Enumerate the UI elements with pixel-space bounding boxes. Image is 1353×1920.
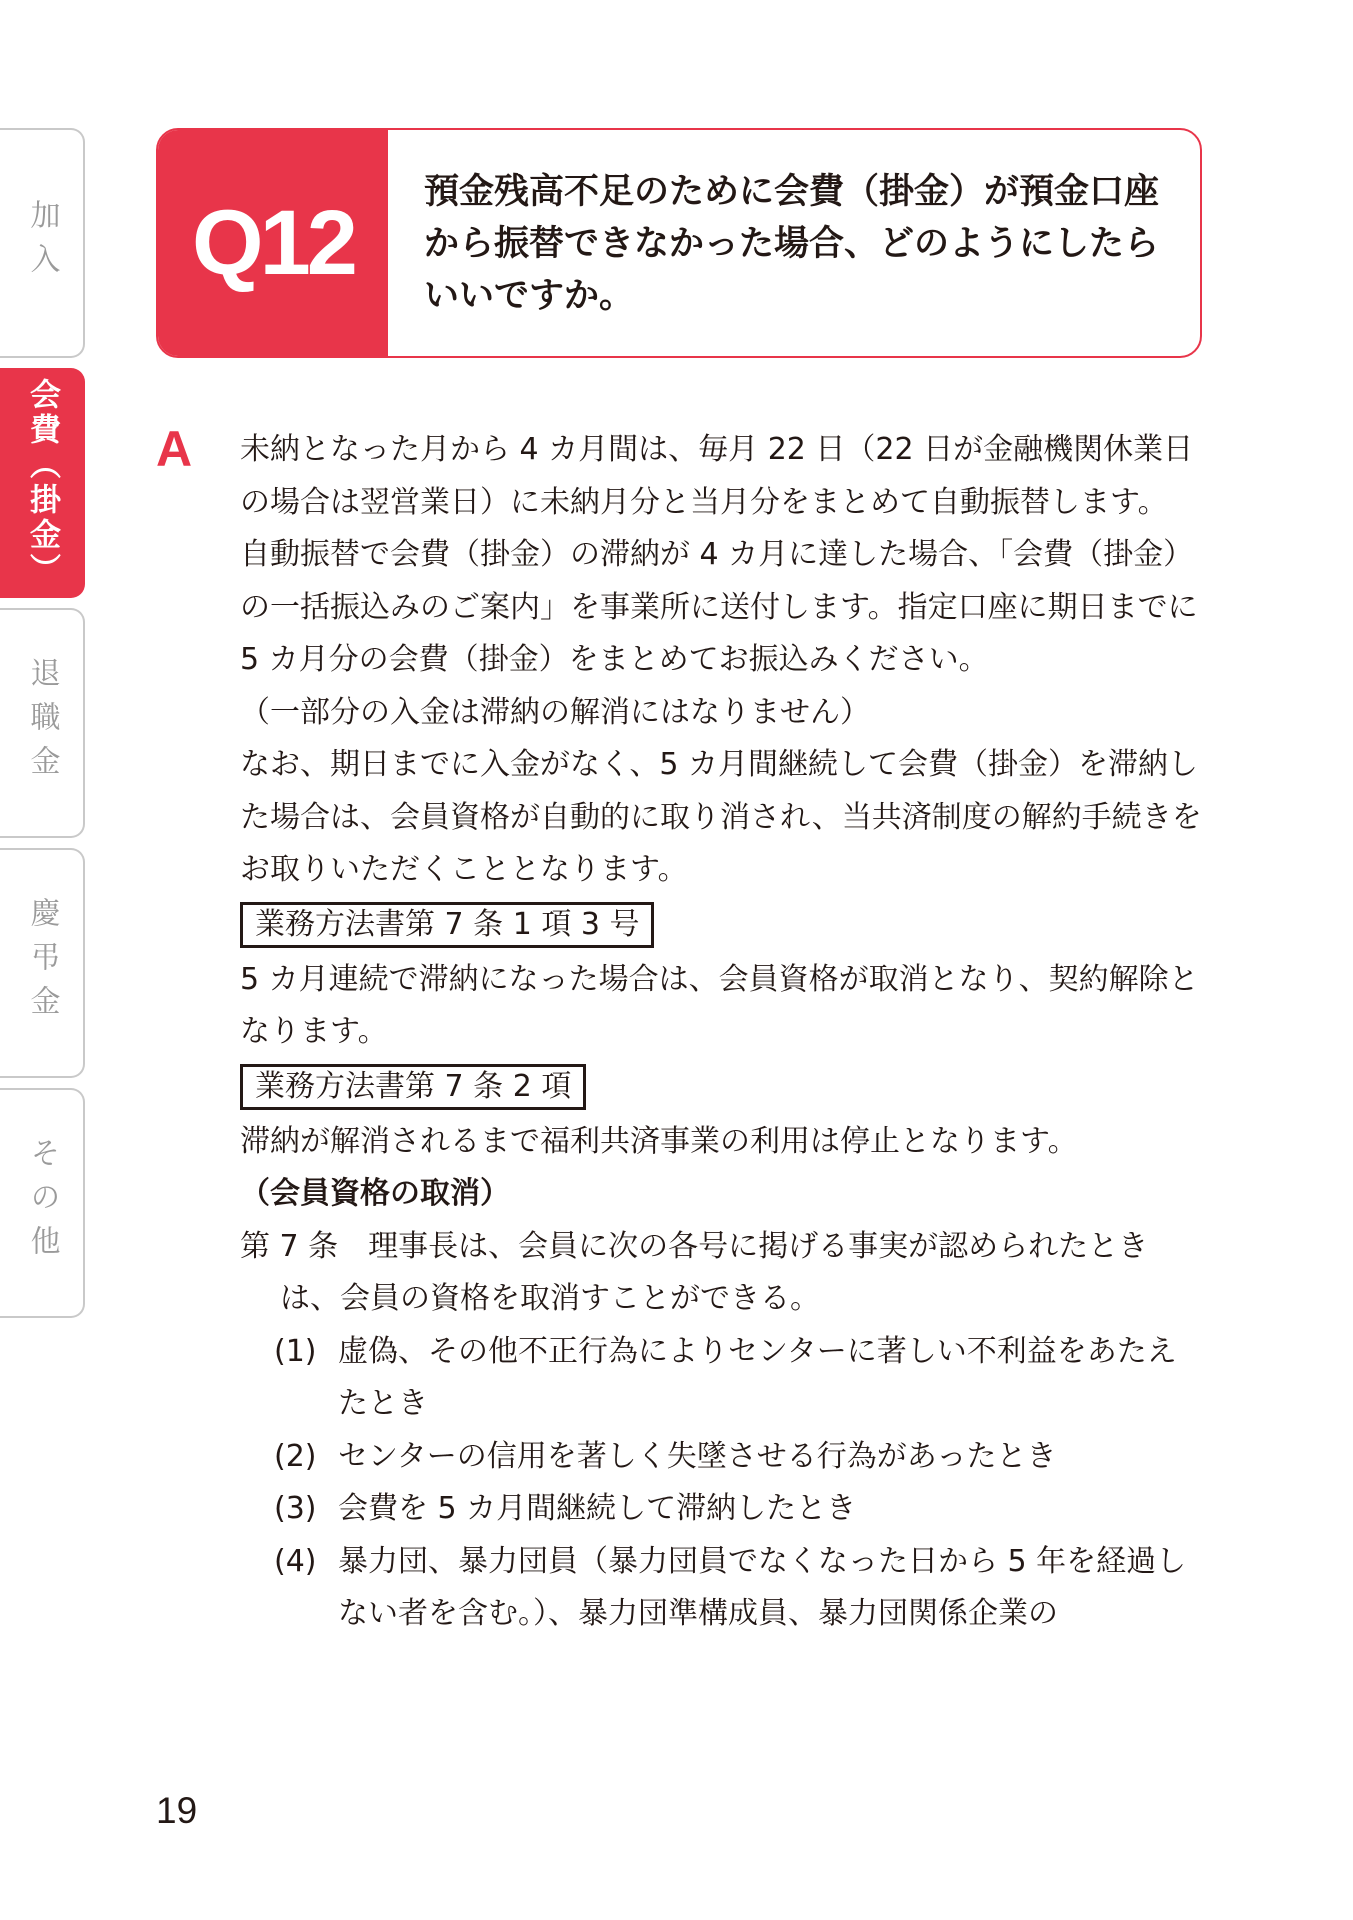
question-box — [156, 128, 1202, 358]
page-number: 19 — [156, 1790, 198, 1831]
tab-keichokin[interactable] — [0, 848, 85, 1078]
answer-paragraph: 未納となった月から 4 カ月間は、毎月 22 日（22 日が金融機関休業日の場合は翌営業日）に未納月分と当月分をまとめて自動振替します。 — [240, 432, 1194, 520]
tab-label: 会費（掛金） — [24, 378, 60, 588]
list-item-number: (2) — [274, 1438, 317, 1474]
answer-body — [240, 424, 1202, 1641]
list-item-number: (3) — [274, 1491, 317, 1526]
list-item-text: 虚偽、その他不正行為によりセンターに著しい不利益をあたえたとき — [338, 1333, 1177, 1421]
tab-label: 退職金 — [24, 657, 60, 789]
article-text: 第 7 条 理事長は、会員に次の各号に掲げる事実が認められたときは、会員の資格を取消すことができる。 — [240, 1228, 1149, 1316]
list-item — [240, 1536, 1202, 1641]
article-subheading: （会員資格の取消） — [240, 1176, 510, 1211]
tab-kaihi-active[interactable] — [0, 368, 85, 598]
list-item-text: 会費を 5 カ月間継続して滞納したとき — [338, 1491, 857, 1526]
list-item — [240, 1483, 1202, 1536]
answer-paragraph: 自動振替で会費（掛金）の滞納が 4 カ月に達した場合、「会費（掛金）の一括振込みのご案内」を事業所に送付します。指定口座に期日までに 5 カ月分の会費（掛金）をまとめてお振込みください。 — [240, 537, 1198, 677]
question-text: 預金残高不足のために会費（掛金）が預金口座から振替できなかった場合、どのようにしたらいいですか。 — [424, 172, 1160, 316]
question-number: Q12 — [158, 130, 388, 356]
tab-label: その他 — [24, 1137, 60, 1269]
regulation-text: 5 カ月連続で滞納になった場合は、会員資格が取消となり、契約解除となります。 — [240, 961, 1199, 1049]
list-item — [240, 1326, 1202, 1431]
list-item-text: センターの信用を著しく失墜させる行為があったとき — [338, 1438, 1057, 1474]
answer-paragraph: なお、期日までに入金がなく、5 カ月間継続して会費（掛金）を滞納した場合は、会員資格が自動的に取り消され、当共済制度の解約手続きをお取りいただくこととなります。 — [240, 747, 1202, 887]
regulation-text: 滞納が解消されるまで福利共済事業の利用は停止となります。 — [240, 1123, 1078, 1159]
regulation-reference: 業務方法書第 7 条 2 項 — [240, 1064, 586, 1110]
answer-paragraph: （一部分の入金は滞納の解消にはなりません） — [240, 694, 870, 730]
regulation-reference: 業務方法書第 7 条 1 項 3 号 — [240, 902, 654, 948]
list-item-number: (4) — [274, 1543, 317, 1579]
answer-mark: A — [156, 421, 193, 477]
tab-label: 慶弔金 — [24, 897, 60, 1029]
list-item — [240, 1431, 1202, 1484]
tab-sonota[interactable] — [0, 1088, 85, 1318]
list-item-text: 暴力団、暴力団員（暴力団員でなくなった日から 5 年を経過しない者を含む。）、暴力団準構成員、暴力団関係企業の — [338, 1543, 1187, 1631]
tab-kanyu[interactable] — [0, 128, 85, 358]
tab-taishokukin[interactable] — [0, 608, 85, 838]
tab-label: 加入 — [24, 199, 60, 287]
list-item-number: (1) — [274, 1333, 317, 1369]
